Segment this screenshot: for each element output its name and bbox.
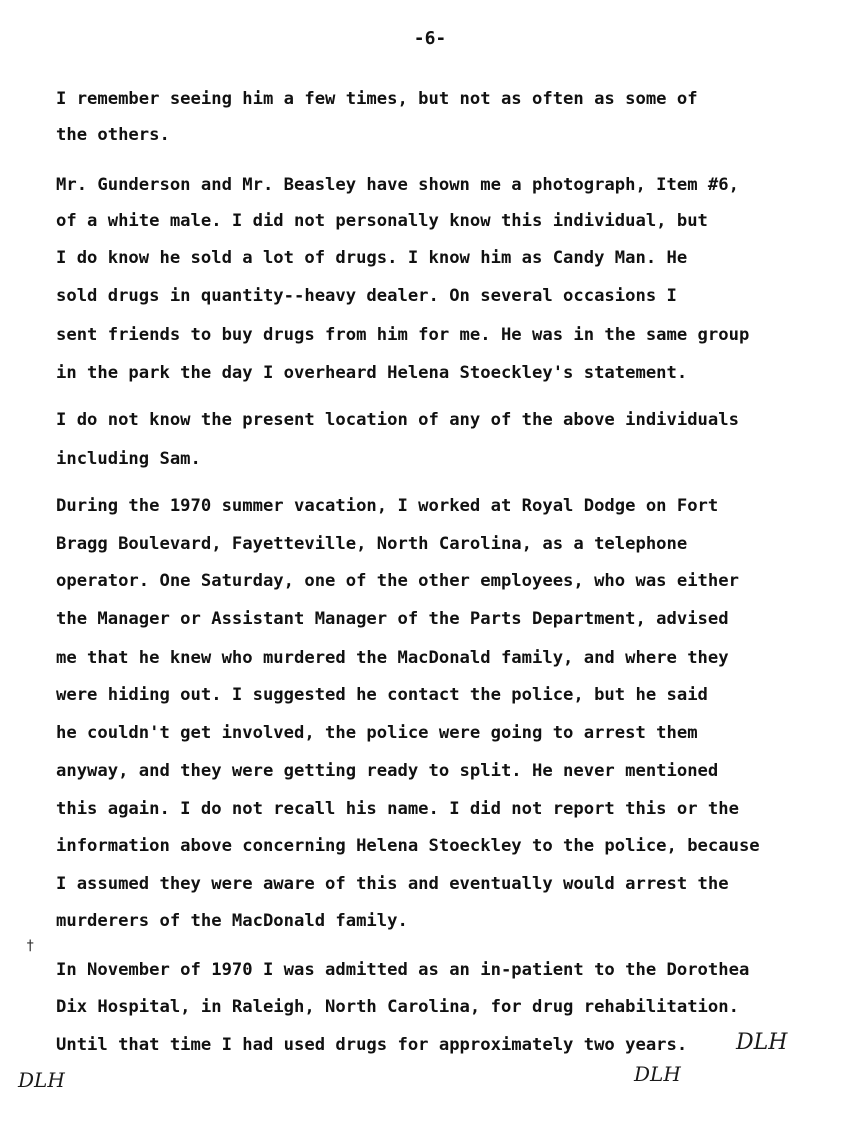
margin-mark: † xyxy=(26,938,35,954)
text-line: were hiding out. I suggested he contact the police, but he said xyxy=(56,685,708,705)
text-line: information above concerning Helena Stoeckley to the police, because xyxy=(56,836,760,856)
text-line: sent friends to buy drugs from him for me. He was in the same group xyxy=(56,325,750,345)
text-line: I do know he sold a lot of drugs. I know him as Candy Man. He xyxy=(56,248,688,268)
text-line: Mr. Gunderson and Mr. Beasley have shown me a photograph, Item #6, xyxy=(56,175,739,195)
text-line: murderers of the MacDonald family. xyxy=(56,911,408,931)
text-line: me that he knew who murdered the MacDonald family, and where they xyxy=(56,648,729,668)
text-line: this again. I do not recall his name. I did not report this or the xyxy=(56,799,739,819)
text-line: the Manager or Assistant Manager of the Parts Department, advised xyxy=(56,609,729,629)
text-line: anyway, and they were getting ready to split. He never mentioned xyxy=(56,761,719,781)
text-line: In November of 1970 I was admitted as an in-patient to the Dorothea xyxy=(56,960,750,980)
text-line: the others. xyxy=(56,125,170,145)
handwritten-initials: DLH xyxy=(634,1062,681,1086)
text-line: Bragg Boulevard, Fayetteville, North Carolina, as a telephone xyxy=(56,534,688,554)
handwritten-initials: DLH xyxy=(18,1068,65,1092)
page-number: -6- xyxy=(413,28,447,49)
text-line: I do not know the present location of any of the above individuals xyxy=(56,410,739,430)
text-line: operator. One Saturday, one of the other employees, who was either xyxy=(56,571,739,591)
handwritten-initials: DLH xyxy=(736,1030,788,1055)
text-line: sold drugs in quantity--heavy dealer. On several occasions I xyxy=(56,286,677,306)
text-line: Dix Hospital, in Raleigh, North Carolina, for drug rehabilitation. xyxy=(56,997,739,1017)
text-line: including Sam. xyxy=(56,449,201,469)
text-line: Until that time I had used drugs for approximately two years. xyxy=(56,1035,688,1055)
text-line: During the 1970 summer vacation, I worked at Royal Dodge on Fort xyxy=(56,496,719,516)
text-line: I remember seeing him a few times, but not as often as some of xyxy=(56,89,698,109)
text-line: I assumed they were aware of this and eventually would arrest the xyxy=(56,874,729,894)
text-line: in the park the day I overheard Helena Stoeckley's statement. xyxy=(56,363,688,383)
text-line: he couldn't get involved, the police were going to arrest them xyxy=(56,723,698,743)
text-line: of a white male. I did not personally know this individual, but xyxy=(56,211,708,231)
